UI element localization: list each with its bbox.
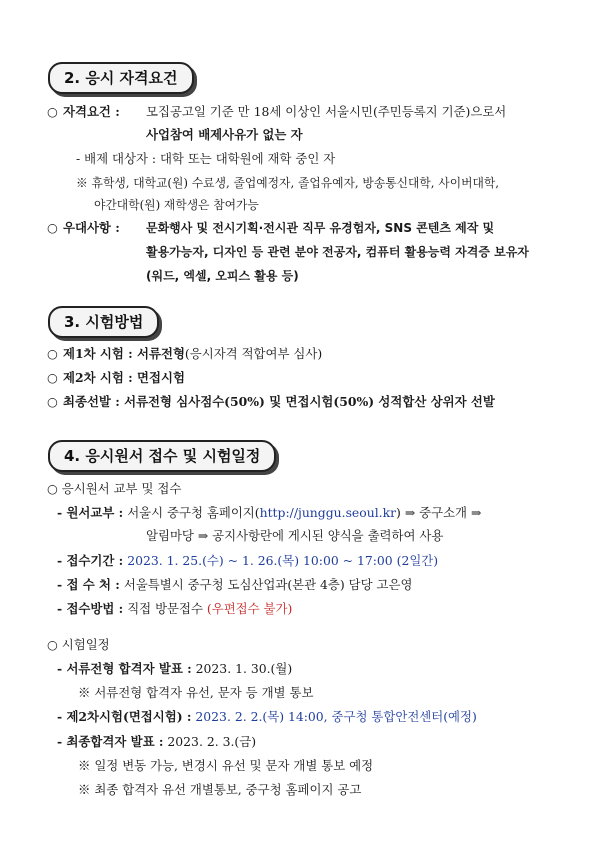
doc-result-row: - 서류전형 합격자 발표 : 2023. 1. 30.(월)	[57, 661, 293, 676]
preference-row: ○ 우대사항 :	[47, 220, 120, 235]
exclusion-note-2: 야간대학(원) 재학생은 참여가능	[94, 198, 259, 212]
section-4-heading: 4. 응시원서 접수 및 시험일정	[48, 440, 276, 472]
qualification-text-1: 모집공고일 기준 만 18세 이상인 서울시민(주민등록지 기준)으로서	[146, 104, 507, 119]
exam-final-selection: ○ 최종선발 : 서류전형 심사점수(50%) 및 면접시험(50%) 성적합산 상위자 선발	[47, 394, 495, 409]
schedule-heading: ○ 시험일정	[47, 637, 110, 652]
section-3-heading: 3. 시험방법	[48, 306, 159, 338]
exam-step-2: ○ 제2차 시험 : 면접시험	[47, 370, 185, 385]
exam-step-1: ○ 제1차 시험 : 서류전형(응시자격 적합여부 심사)	[47, 346, 323, 361]
period-row: - 접수기간 : 2023. 1. 25.(수) ~ 1. 26.(목) 10:00 ~ 17:00 (2일간)	[57, 553, 439, 568]
qualification-row: ○ 자격요건 :	[47, 104, 120, 119]
section-2-heading: 2. 응시 자격요건	[48, 62, 194, 94]
place-row: - 접 수 처 : 서울특별시 중구청 도심산업과(본관 4층) 담당 고은영	[57, 577, 413, 592]
exclusion-target: - 배제 대상자 : 대학 또는 대학원에 재학 중인 자	[76, 151, 336, 166]
exclusion-note-1: ※ 휴학생, 대학교(원) 수료생, 졸업예정자, 졸업유예자, 방송통신대학, 사이버대학,	[76, 176, 500, 190]
distribution-text-2: 알림마당 ⇒ 공지사항란에 게시된 양식을 출력하여 사용	[146, 528, 444, 543]
final-note-2: ※ 최종 합격자 유선 개별통보, 중구청 홈페이지 공고	[78, 782, 362, 797]
doc-result-note: ※ 서류전형 합격자 유선, 문자 등 개별 통보	[78, 685, 314, 700]
qualification-text-2: 사업참여 배제사유가 없는 자	[146, 127, 303, 142]
preference-text-1: 문화행사 및 전시기획·전시관 직무 유경험자, SNS 콘텐츠 제작 및	[146, 221, 495, 235]
method-row: - 접수방법 : 직접 방문접수 (우편접수 불가)	[57, 601, 293, 616]
final-result-row: - 최종합격자 발표 : 2023. 2. 3.(금)	[57, 734, 257, 749]
interview-row: - 제2차시험(면접시험) : 2023. 2. 2.(목) 14:00, 중구청 통합안전센터(예정)	[57, 709, 477, 724]
homepage-link[interactable]: http://junggu.seoul.kr	[259, 505, 397, 520]
preference-text-3: (워드, 엑셀, 오피스 활용 등)	[146, 269, 299, 283]
preference-text-2: 활용가능자, 디자인 등 관련 분야 전공자, 컴퓨터 활용능력 자격증 보유자	[146, 245, 529, 259]
final-note-1: ※ 일정 변동 가능, 변경시 유선 및 문자 개별 통보 예정	[78, 758, 374, 773]
application-heading: ○ 응시원서 교부 및 접수	[47, 481, 182, 496]
distribution-row: - 원서교부 : 서울시 중구청 홈페이지(http://junggu.seoul.kr) ⇒ 중구소개 ⇒	[57, 505, 482, 520]
